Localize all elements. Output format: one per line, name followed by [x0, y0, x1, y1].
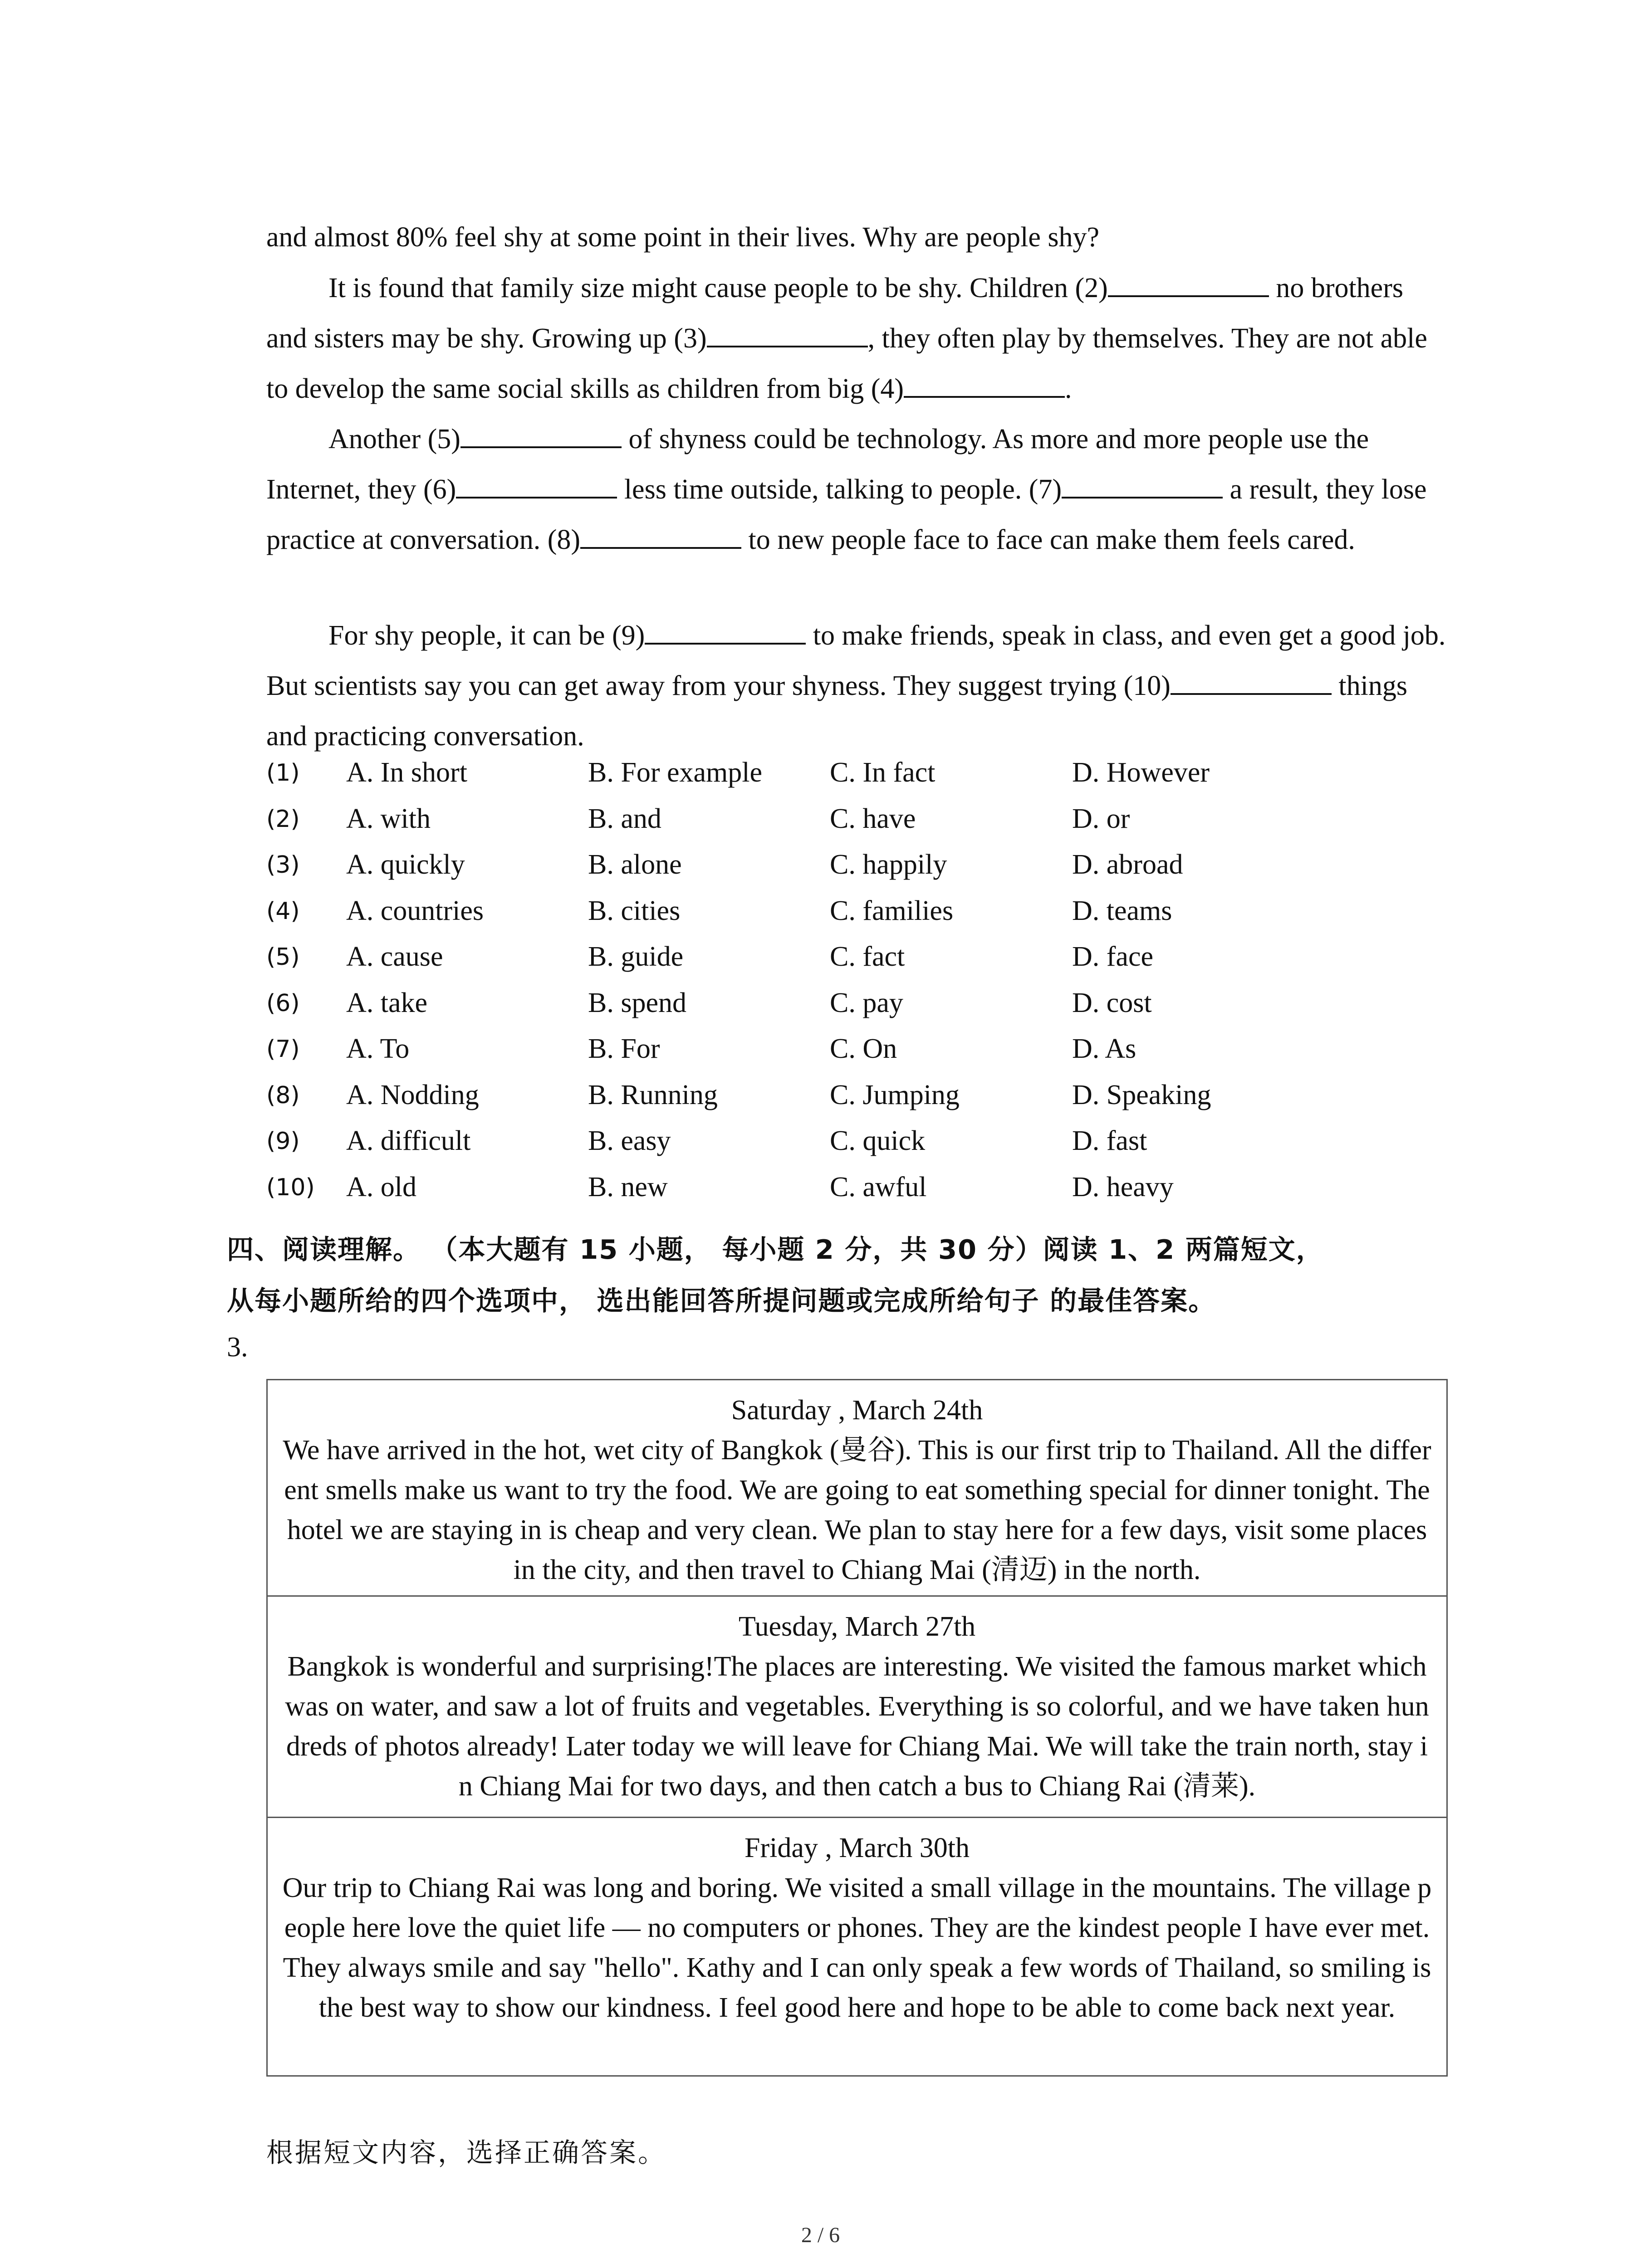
question-number: (8): [266, 1081, 300, 1109]
option-a[interactable]: A. cause: [346, 941, 443, 972]
section-heading-line: 四、阅读理解。 （本大题有 15 小题， 每小题 2 分，共 30 分）阅读 1、2 两篇短文，: [227, 1234, 1324, 1265]
question-number: (5): [266, 943, 300, 971]
option-d[interactable]: D. cost: [1072, 987, 1152, 1018]
paragraph-text: to new people face to face can make them feels cared.: [741, 524, 1355, 555]
option-d[interactable]: D. teams: [1072, 895, 1172, 926]
diary-entry: [268, 1380, 1446, 1595]
question-number: (9): [266, 1128, 300, 1155]
option-row: [266, 1079, 1446, 1125]
option-row: [266, 803, 1446, 849]
option-row: [266, 1171, 1446, 1217]
question-number: 3.: [227, 1332, 248, 1363]
option-d[interactable]: D. or: [1072, 803, 1130, 834]
paragraph-text: to make friends, speak in class, and even get a good job. But scientists say you can get away from your shyness. They suggest trying (10): [266, 620, 1446, 701]
option-b[interactable]: B. For: [588, 1033, 660, 1064]
blank-6[interactable]: [456, 469, 617, 499]
option-c[interactable]: C. happily: [830, 849, 947, 880]
section-heading: [227, 1224, 1452, 1326]
blank-9[interactable]: [645, 615, 806, 645]
cloze-paragraph-1: [266, 263, 1446, 414]
option-d[interactable]: D. fast: [1072, 1125, 1147, 1156]
option-a[interactable]: A. In short: [346, 757, 467, 788]
blank-4[interactable]: [904, 368, 1065, 398]
entry-date: Friday , March 30th: [745, 1833, 970, 1863]
option-d[interactable]: D. face: [1072, 941, 1153, 972]
blank-7[interactable]: [1062, 469, 1223, 499]
option-c[interactable]: C. families: [830, 895, 954, 926]
diary-entry: [268, 1817, 1446, 2075]
instruction-text: 根据短文内容，选择正确答案。: [266, 2137, 667, 2168]
diary-entry: [268, 1595, 1446, 1817]
option-c[interactable]: C. quick: [830, 1125, 926, 1156]
option-c[interactable]: C. In fact: [830, 757, 936, 788]
option-row: [266, 987, 1446, 1033]
option-b[interactable]: B. cities: [588, 895, 681, 926]
paragraph-text: less time outside, talking to people. (7): [617, 474, 1062, 505]
question-number: (10): [266, 1173, 315, 1201]
option-b[interactable]: B. guide: [588, 941, 684, 972]
option-row: [266, 1033, 1446, 1079]
option-c[interactable]: C. fact: [830, 941, 905, 972]
paragraph-text: For shy people, it can be (9): [328, 620, 645, 651]
option-b[interactable]: B. Running: [588, 1079, 718, 1110]
option-a[interactable]: A. difficult: [346, 1125, 471, 1156]
question-number: (3): [266, 851, 300, 879]
cloze-paragraph-3: [266, 611, 1446, 762]
paragraph-text: Another (5): [328, 424, 460, 455]
option-b[interactable]: B. and: [588, 803, 661, 834]
paragraph-text: and almost 80% feel shy at some point in their lives. Why are people shy?: [266, 222, 1100, 253]
page-number: 2 / 6: [801, 2223, 840, 2247]
blank-10[interactable]: [1171, 665, 1332, 695]
entry-body: Bangkok is wonderful and surprising!The places are interesting. We visited the famous market which was on water, and saw a lot of fruits and vegetables. Everything is so colorful, and we have taken hundreds of photos already! Later today we will leave for Chiang Mai. We will take the train north, stay in Chiang Mai for two days, and then catch a bus to Chiang Rai (清莱).: [285, 1651, 1429, 1802]
blank-3[interactable]: [707, 318, 868, 347]
option-row: [266, 757, 1446, 803]
option-b[interactable]: B. new: [588, 1171, 668, 1202]
option-a[interactable]: A. take: [346, 987, 428, 1018]
option-b[interactable]: B. alone: [588, 849, 682, 880]
entry-body: We have arrived in the hot, wet city of Bangkok (曼谷). This is our first trip to Thailand. All the different smells make us want to try the food. We are going to eat something special for dinner tonight. The hotel we are staying in is cheap and very clean. We plan to stay here for a few days, visit some places in the city, and then travel to Chiang Mai (清迈) in the north.: [283, 1435, 1431, 1585]
option-d[interactable]: D. Speaking: [1072, 1079, 1211, 1110]
option-a[interactable]: A. To: [346, 1033, 410, 1064]
option-b[interactable]: B. For example: [588, 757, 762, 788]
option-row: [266, 1125, 1446, 1171]
entry-date: Saturday , March 24th: [731, 1395, 983, 1426]
paragraph-text: a result, they lose practice at conversation. (8): [266, 474, 1427, 555]
option-a[interactable]: A. Nodding: [346, 1079, 479, 1110]
cloze-paragraph-2: [266, 414, 1446, 565]
option-c[interactable]: C. On: [830, 1033, 897, 1064]
option-d[interactable]: D. As: [1072, 1033, 1136, 1064]
blank-2[interactable]: [1108, 267, 1269, 297]
cloze-paragraph-0: [266, 212, 1446, 263]
option-c[interactable]: C. Jumping: [830, 1079, 960, 1110]
option-b[interactable]: B. spend: [588, 987, 686, 1018]
option-row: [266, 849, 1446, 895]
blank-5[interactable]: [460, 418, 622, 448]
option-c[interactable]: C. pay: [830, 987, 903, 1018]
paragraph-text: .: [1065, 373, 1072, 404]
paragraph-text: of shyness could be technology. As more and more people use the Internet, they (6): [266, 424, 1369, 505]
option-d[interactable]: D. heavy: [1072, 1171, 1174, 1202]
options-table: [266, 757, 1446, 1217]
option-b[interactable]: B. easy: [588, 1125, 671, 1156]
question-number: (1): [266, 759, 300, 787]
option-a[interactable]: A. with: [346, 803, 431, 834]
question-number: (6): [266, 989, 300, 1017]
paragraph-text: It is found that family size might cause people to be shy. Children (2): [328, 273, 1108, 303]
blank-8[interactable]: [580, 519, 741, 549]
option-d[interactable]: D. However: [1072, 757, 1210, 788]
paragraph-text: things and practicing conversation.: [266, 670, 1407, 752]
question-number: (7): [266, 1036, 300, 1063]
question-number: (4): [266, 897, 300, 925]
option-row: [266, 895, 1446, 941]
option-c[interactable]: C. have: [830, 803, 916, 834]
entry-date: Tuesday, March 27th: [738, 1611, 976, 1642]
option-row: [266, 941, 1446, 987]
paragraph-text: , they often play by themselves. They are not able to develop the same social skills as children from big (4): [266, 323, 1427, 404]
option-c[interactable]: C. awful: [830, 1171, 927, 1202]
option-a[interactable]: A. countries: [346, 895, 484, 926]
entry-body: Our trip to Chiang Rai was long and boring. We visited a small village in the mountains. The village people here love the quiet life — no computers or phones. They are the kindest people I have ever met. They always smile and say "hello". Kathy and I can only speak a few words of Thailand, so smiling is the best way to show our kindness. I feel good here and hope to be able to come back next year.: [282, 1872, 1432, 2023]
option-a[interactable]: A. quickly: [346, 849, 465, 880]
paragraph-text: no brothers and sisters may be shy. Growing up (3): [266, 273, 1403, 354]
option-d[interactable]: D. abroad: [1072, 849, 1183, 880]
section-heading-line: 从每小题所给的四个选项中， 选出能回答所提问题或完成所给句子 的最佳答案。: [227, 1285, 1216, 1316]
option-a[interactable]: A. old: [346, 1171, 416, 1202]
question-number: (2): [266, 805, 300, 833]
diary-table: [266, 1379, 1448, 2077]
